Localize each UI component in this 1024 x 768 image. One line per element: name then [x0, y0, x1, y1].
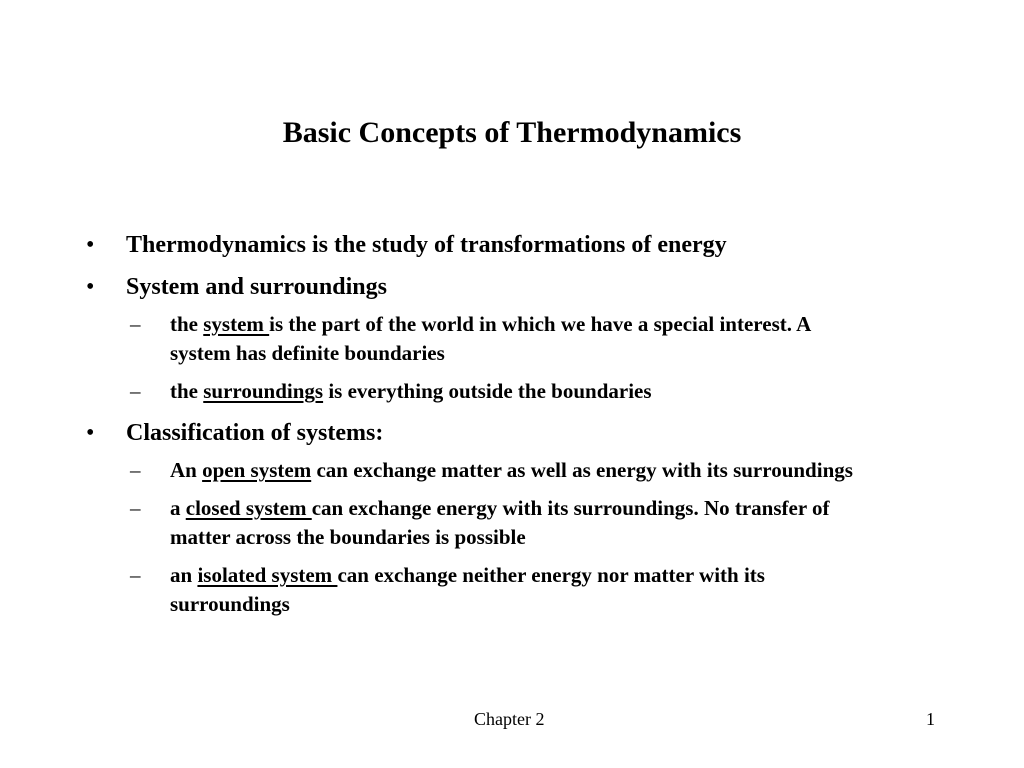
footer-page-number: 1	[926, 709, 935, 729]
footer-chapter: Chapter 2	[474, 709, 545, 729]
sub-item-prefix: An	[170, 458, 203, 482]
slide-title: Basic Concepts of Thermodynamics	[282, 116, 742, 149]
sub-item-prefix: a	[170, 496, 186, 520]
bullet-thermodynamics-definition	[82, 230, 902, 260]
bullet-system-and-surroundings	[82, 272, 902, 406]
bullet-marker: •	[86, 420, 95, 446]
term-open-system: open system	[202, 458, 312, 482]
bullet-marker: •	[86, 274, 95, 300]
sub-item-prefix: the	[170, 379, 204, 403]
sub-item-text: can exchange matter as well as energy with its surroundings	[311, 458, 853, 482]
sub-item-dash: –	[130, 312, 141, 336]
sub-item-closed-system	[126, 494, 870, 552]
sub-item-text: is everything outside the boundaries	[323, 379, 652, 403]
sub-item-prefix: the	[170, 312, 204, 336]
sub-item-dash: –	[130, 496, 141, 520]
sub-item-text: is the part of the world in which we have a special interest. A system has definite boundaries	[170, 312, 811, 365]
sub-item-dash: –	[130, 458, 141, 482]
sub-item-prefix: an	[170, 563, 198, 587]
sub-item-system	[126, 310, 870, 368]
sub-list-classification	[126, 456, 902, 619]
bullet-text: Classification of systems:	[126, 420, 384, 446]
sub-item-text: can exchange energy with its surroundings. No transfer of matter across the boundaries is possible	[170, 496, 830, 549]
sub-item-text: can exchange neither energy nor matter with its surroundings	[170, 563, 765, 616]
bullet-marker: •	[86, 232, 95, 258]
term-system: system	[203, 312, 270, 336]
bullet-text: Thermodynamics is the study of transformations of energy	[126, 232, 727, 258]
sub-item-surroundings	[126, 377, 870, 406]
sub-item-open-system	[126, 456, 870, 485]
bullet-text: System and surroundings	[126, 274, 387, 300]
term-isolated-system: isolated system	[197, 563, 338, 587]
term-closed-system: closed system	[185, 496, 312, 520]
bullet-list	[82, 230, 902, 631]
term-surroundings: surroundings	[203, 379, 324, 403]
sub-item-isolated-system	[126, 561, 870, 619]
bullet-classification	[82, 418, 902, 619]
sub-item-dash: –	[130, 563, 141, 587]
sub-list-system	[126, 310, 902, 406]
sub-item-dash: –	[130, 379, 141, 403]
